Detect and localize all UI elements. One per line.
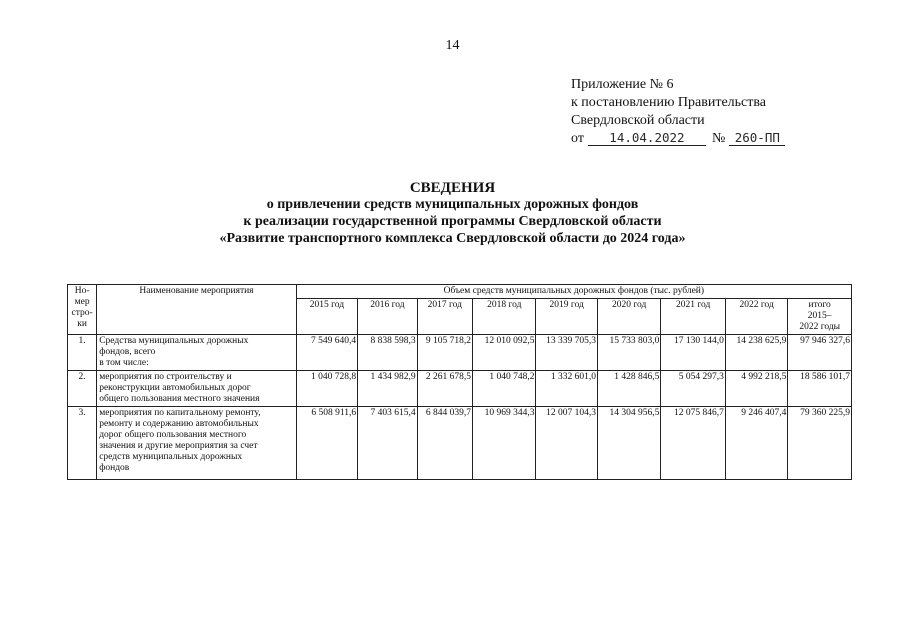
- year-value: 7 403 615,4: [358, 407, 417, 480]
- activity-name: мероприятия по капитальному ремонту, ремонту и содержанию автомобильных дорог общего пользования местного значения и другие мероприятия за счет средств муниципальных дорожных фондов: [97, 407, 297, 480]
- year-value: 12 075 846,7: [661, 407, 725, 480]
- header-year: 2015 год: [296, 299, 357, 335]
- row-number: 2.: [68, 371, 97, 407]
- year-value: 8 838 598,3: [358, 335, 417, 371]
- table-row: [68, 407, 852, 480]
- table-body: [68, 335, 852, 480]
- year-value: 12 007 104,3: [536, 407, 597, 480]
- activity-name: Средства муниципальных дорожных фондов, всего в том числе:: [97, 335, 297, 371]
- document-title: [0, 180, 905, 247]
- year-value: 14 304 956,5: [597, 407, 660, 480]
- year-value: 7 549 640,4: [296, 335, 357, 371]
- title-line-2: к реализации государственной программы Свердловской области: [243, 214, 662, 229]
- header-funding-volume: Объем средств муниципальных дорожных фондов (тыс. рублей): [296, 285, 851, 299]
- year-value: 1 040 728,8: [296, 371, 357, 407]
- total-value: 18 586 101,7: [788, 371, 852, 407]
- title-line-3: «Развитие транспортного комплекса Свердловской области до 2024 года»: [219, 231, 686, 246]
- header-year: 2020 год: [597, 299, 660, 335]
- year-value: 6 844 039,7: [417, 407, 472, 480]
- page-number: 14: [445, 38, 460, 53]
- header-year: 2021 год: [661, 299, 725, 335]
- header-year: 2016 год: [358, 299, 417, 335]
- activity-name: мероприятия по строительству и реконструкции автомобильных дорог общего пользования местного значения: [97, 371, 297, 407]
- resolution-date: 14.04.2022: [588, 131, 706, 146]
- header-year: 2019 год: [536, 299, 597, 335]
- year-value: 13 339 705,3: [536, 335, 597, 371]
- year-value: 17 130 144,0: [661, 335, 725, 371]
- year-value: 1 332 601,0: [536, 371, 597, 407]
- year-value: 12 010 092,5: [473, 335, 536, 371]
- year-value: 9 105 718,2: [417, 335, 472, 371]
- header-year: 2022 год: [725, 299, 787, 335]
- year-value: 6 508 911,6: [296, 407, 357, 480]
- year-value: 1 040 748,2: [473, 371, 536, 407]
- year-value: 10 969 344,3: [473, 407, 536, 480]
- resolution-number: 260-ПП: [729, 131, 785, 146]
- appendix-line-2: к постановлению Правительства: [571, 95, 767, 110]
- header-year: 2017 год: [417, 299, 472, 335]
- year-value: 2 261 678,5: [417, 371, 472, 407]
- year-value: 1 434 982,9: [358, 371, 417, 407]
- number-prefix: №: [711, 131, 726, 146]
- title-line-1: о привлечении средств муниципальных дорожных фондов: [266, 197, 639, 212]
- year-value: 4 992 218,5: [725, 371, 787, 407]
- header-year: 2018 год: [473, 299, 536, 335]
- table-row: [68, 371, 852, 407]
- date-prefix: от: [571, 131, 584, 146]
- header-row-number: Но- мер стро- ки: [68, 285, 97, 335]
- header-activity-name: Наименование мероприятия: [97, 285, 297, 335]
- row-number: 3.: [68, 407, 97, 480]
- total-value: 79 360 225,9: [788, 407, 852, 480]
- header-total: итого 2015– 2022 годы: [788, 299, 852, 335]
- appendix-line-1: Приложение № 6: [571, 77, 674, 92]
- table-row: [68, 335, 852, 371]
- total-value: 97 946 327,6: [788, 335, 852, 371]
- title-heading: СВЕДЕНИЯ: [409, 180, 496, 196]
- funding-table: [67, 284, 852, 480]
- year-value: 5 054 297,3: [661, 371, 725, 407]
- appendix-line-3: Свердловской области: [571, 113, 705, 128]
- year-value: 9 246 407,4: [725, 407, 787, 480]
- appendix-block: [571, 76, 871, 148]
- appendix-date-line: [571, 130, 871, 148]
- year-value: 1 428 846,5: [597, 371, 660, 407]
- year-value: 15 733 803,0: [597, 335, 660, 371]
- row-number: 1.: [68, 335, 97, 371]
- year-value: 14 238 625,9: [725, 335, 787, 371]
